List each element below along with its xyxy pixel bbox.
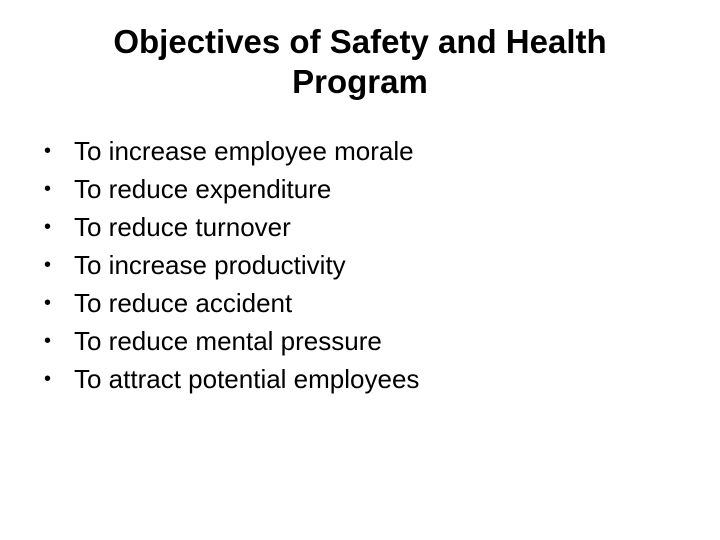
bullet-icon: • bbox=[44, 253, 52, 276]
bullet-icon: • bbox=[44, 215, 52, 238]
bullet-icon: • bbox=[44, 329, 52, 352]
bullet-icon: • bbox=[44, 177, 52, 200]
list-item-text: To reduce mental pressure bbox=[74, 325, 382, 356]
list-item-text: To increase productivity bbox=[74, 249, 346, 280]
list-item-text: To increase employee morale bbox=[74, 135, 414, 166]
slide-title bbox=[60, 22, 660, 102]
list-item bbox=[44, 360, 419, 398]
list-item bbox=[44, 322, 419, 360]
list-item-text: To reduce turnover bbox=[74, 211, 291, 242]
bullet-icon: • bbox=[44, 367, 52, 390]
list-item bbox=[44, 246, 419, 284]
slide-title-line-1: Objectives of Safety and Health bbox=[113, 23, 607, 60]
list-item bbox=[44, 170, 419, 208]
list-item-text: To reduce expenditure bbox=[74, 173, 332, 204]
list-item-text: To reduce accident bbox=[74, 287, 293, 318]
bullet-icon: • bbox=[44, 139, 52, 162]
objectives-list bbox=[44, 132, 419, 398]
list-item bbox=[44, 208, 419, 246]
slide-title-line-2: Program bbox=[292, 63, 428, 100]
list-item bbox=[44, 284, 419, 322]
list-item-text: To attract potential employees bbox=[74, 363, 420, 394]
list-item bbox=[44, 132, 419, 170]
bullet-icon: • bbox=[44, 291, 52, 314]
